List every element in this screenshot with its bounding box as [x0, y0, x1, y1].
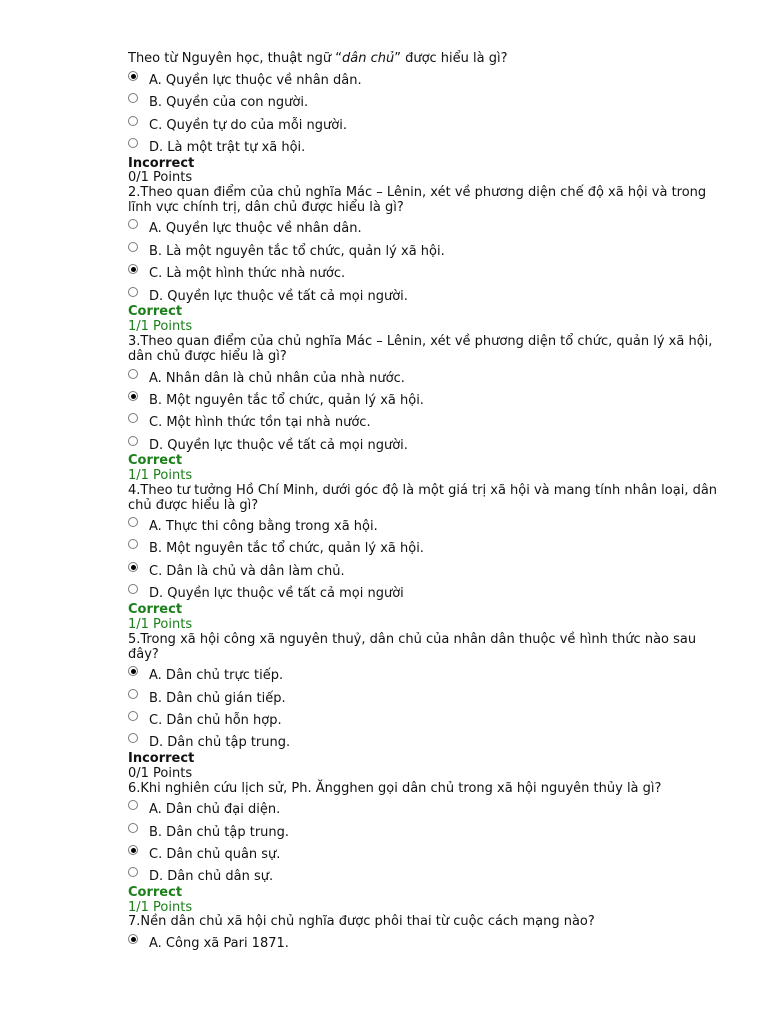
question-1-option-b[interactable]: [128, 95, 308, 111]
option-label: B. Dân chủ tập trung.: [149, 825, 290, 840]
question-5-option-d[interactable]: [128, 735, 290, 751]
option-label: A. Quyền lực thuộc về nhân dân.: [149, 221, 362, 236]
radio-button[interactable]: [128, 934, 138, 944]
question-4-points: 1/1 Points: [128, 617, 193, 632]
option-label: C. Dân là chủ và dân làm chủ.: [149, 564, 345, 579]
option-label: A. Nhân dân là chủ nhân của nhà nước.: [149, 371, 405, 386]
question-5-text: 5.Trong xã hội công xã nguyên thuỷ, dân chủ của nhân dân thuộc về hình thức nào sau đây?: [128, 632, 697, 662]
question-6-option-b[interactable]: [128, 825, 289, 841]
option-label: D. Dân chủ dân sự.: [149, 869, 274, 884]
option-label: D. Quyền lực thuộc về tất cả mọi người.: [149, 289, 408, 304]
option-label: C. Là một hình thức nhà nước.: [149, 266, 346, 281]
option-label: B. Một nguyên tắc tổ chức, quản lý xã hội.: [149, 541, 424, 556]
question-1-points: 0/1 Points: [128, 170, 193, 185]
radio-button[interactable]: [128, 689, 138, 699]
radio-button[interactable]: [128, 800, 138, 810]
option-label: A. Dân chủ trực tiếp.: [149, 668, 284, 683]
option-label: D. Dân chủ tập trung.: [149, 735, 291, 750]
radio-button[interactable]: [128, 369, 138, 379]
question-6-text: 6.Khi nghiên cứu lịch sử, Ph. Ăngghen gọi dân chủ trong xã hội nguyên thủy là gì?: [128, 781, 662, 796]
radio-button[interactable]: [128, 562, 138, 572]
question-2-option-d[interactable]: [128, 289, 408, 305]
question-2-option-c[interactable]: [128, 266, 345, 282]
radio-button[interactable]: [128, 138, 138, 148]
radio-button[interactable]: [128, 823, 138, 833]
question-4-text: 4.Theo tư tưởng Hồ Chí Minh, dưới góc độ là một giá trị xã hội và mang tính nhân loại, dân chủ được hiểu là gì?: [128, 483, 718, 513]
question-2-result: Correct: [128, 304, 183, 319]
radio-button[interactable]: [128, 845, 138, 855]
question-6-option-a[interactable]: [128, 802, 280, 818]
radio-button[interactable]: [128, 71, 138, 81]
radio-button[interactable]: [128, 867, 138, 877]
question-1-option-a[interactable]: [128, 73, 362, 89]
radio-button[interactable]: [128, 413, 138, 423]
option-label: D. Quyền lực thuộc về tất cả mọi người: [149, 586, 404, 601]
radio-button[interactable]: [128, 93, 138, 103]
question-6-result: Correct: [128, 885, 183, 900]
radio-button[interactable]: [128, 436, 138, 446]
option-label: D. Là một trật tự xã hội.: [149, 140, 306, 155]
question-3-text: 3.Theo quan điểm của chủ nghĩa Mác – Lênin, xét về phương diện tổ chức, quản lý xã hội, dân chủ được hiểu là gì?: [128, 334, 713, 364]
question-1-result: Incorrect: [128, 156, 195, 171]
question-4-option-b[interactable]: [128, 541, 424, 557]
question-4-option-d[interactable]: [128, 586, 404, 602]
question-5-option-c[interactable]: [128, 713, 282, 729]
question-2-option-a[interactable]: [128, 221, 362, 237]
radio-button[interactable]: [128, 584, 138, 594]
radio-button[interactable]: [128, 242, 138, 252]
radio-button[interactable]: [128, 391, 138, 401]
radio-button[interactable]: [128, 666, 138, 676]
option-label: A. Công xã Pari 1871.: [149, 936, 289, 951]
radio-button[interactable]: [128, 733, 138, 743]
radio-button[interactable]: [128, 219, 138, 229]
radio-button[interactable]: [128, 264, 138, 274]
question-6-option-d[interactable]: [128, 869, 273, 885]
option-label: B. Là một nguyên tắc tổ chức, quản lý xã hội.: [149, 244, 445, 259]
question-7-option-a[interactable]: [128, 936, 289, 952]
radio-button[interactable]: [128, 711, 138, 721]
option-label: C. Một hình thức tồn tại nhà nước.: [149, 415, 371, 430]
question-1-emphasis: dân chủ: [342, 51, 395, 66]
option-label: B. Dân chủ gián tiếp.: [149, 691, 286, 706]
question-2-points: 1/1 Points: [128, 319, 193, 334]
question-5-option-b[interactable]: [128, 691, 286, 707]
question-4-option-a[interactable]: [128, 519, 378, 535]
option-label: C. Dân chủ quân sự.: [149, 847, 281, 862]
option-label: D. Quyền lực thuộc về tất cả mọi người.: [149, 438, 408, 453]
radio-button[interactable]: [128, 116, 138, 126]
question-4-result: Correct: [128, 602, 183, 617]
question-1-text: [128, 51, 728, 66]
question-2-text: 2.Theo quan điểm của chủ nghĩa Mác – Lênin, xét về phương diện chế độ xã hội và trong lĩnh vực chính trị, dân chủ được hiểu là gì?: [128, 185, 707, 215]
question-6-points: 1/1 Points: [128, 900, 193, 915]
question-1-text-part: ” được hiểu là gì?: [394, 51, 508, 66]
question-5-result: Incorrect: [128, 751, 195, 766]
question-3-points: 1/1 Points: [128, 468, 193, 483]
option-label: A. Dân chủ đại diện.: [149, 802, 281, 817]
question-5-option-a[interactable]: [128, 668, 283, 684]
question-6-option-c[interactable]: [128, 847, 280, 863]
question-3-result: Correct: [128, 453, 183, 468]
option-label: A. Quyền lực thuộc về nhân dân.: [149, 73, 362, 88]
question-3-option-a[interactable]: [128, 371, 405, 387]
option-label: B. Quyền của con người.: [149, 95, 309, 110]
option-label: B. Một nguyên tắc tổ chức, quản lý xã hội.: [149, 393, 424, 408]
option-label: C. Dân chủ hỗn hợp.: [149, 713, 282, 728]
question-3-option-c[interactable]: [128, 415, 371, 431]
question-3-option-d[interactable]: [128, 438, 408, 454]
question-1-text-part: Theo từ Nguyên học, thuật ngữ “: [128, 51, 342, 66]
question-1-option-c[interactable]: [128, 118, 347, 134]
question-7-text: 7.Nền dân chủ xã hội chủ nghĩa được phôi thai từ cuộc cách mạng nào?: [128, 914, 595, 929]
radio-button[interactable]: [128, 539, 138, 549]
question-1-option-d[interactable]: [128, 140, 305, 156]
radio-button[interactable]: [128, 287, 138, 297]
option-label: A. Thực thi công bằng trong xã hội.: [149, 519, 378, 534]
question-2-option-b[interactable]: [128, 244, 445, 260]
question-3-option-b[interactable]: [128, 393, 424, 409]
radio-button[interactable]: [128, 517, 138, 527]
option-label: C. Quyền tự do của mỗi người.: [149, 118, 347, 133]
question-5-points: 0/1 Points: [128, 766, 193, 781]
question-4-option-c[interactable]: [128, 564, 345, 580]
